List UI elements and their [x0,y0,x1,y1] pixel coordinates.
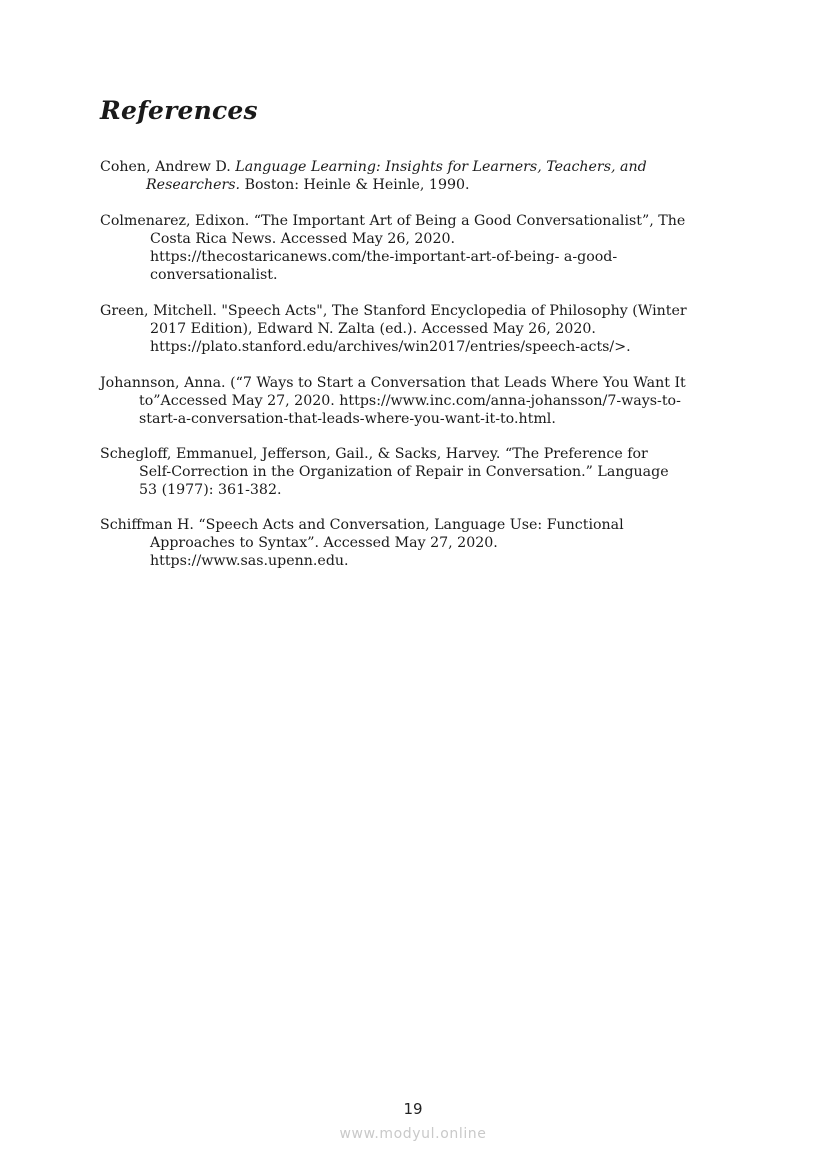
watermark: www.modyul.online [339,1126,487,1142]
page-title: References [100,96,258,125]
reference-publisher: Boston: Heinle & Heinle, 1990. [240,177,470,193]
reference-schegloff [100,445,669,499]
reference-url[interactable]: https://www.sas.upenn.edu. [150,553,349,569]
reference-line: Colmenarez, Edixon. “The Important Art of Being a Good Conversationalist”, The [100,213,686,229]
reference-book-title: Researchers. [146,177,241,193]
reference-line: Self-Correction in the Organization of Repair in Conversation.” Language [139,464,669,480]
reference-schiffman [100,516,624,570]
reference-author: Cohen, Andrew D. [100,159,236,175]
reference-green [100,302,687,356]
reference-url[interactable]: https://plato.stanford.edu/archives/win2017/entries/speech-acts/>. [150,339,631,355]
reference-url[interactable]: to”Accessed May 27, 2020. https://www.inc.com/anna-johansson/7-ways-to- [139,393,681,409]
reference-url[interactable]: start-a-conversation-that-leads-where-you-want-it-to.html. [139,411,556,427]
page-number: 19 [403,1100,423,1118]
reference-line [100,176,647,194]
reference-colmenarez [100,212,685,284]
reference-line: Costa Rica News. Accessed May 26, 2020. [150,231,456,247]
reference-johannson [100,374,686,428]
reference-line [100,158,647,176]
reference-line: Schiffman H. “Speech Acts and Conversation, Language Use: Functional [100,517,624,533]
reference-book-title: Language Learning: Insights for Learners, Teachers, and [235,159,647,175]
reference-line: Approaches to Syntax”. Accessed May 27, 2020. [150,535,498,551]
reference-line: 53 (1977): 361-382. [139,482,282,498]
reference-url[interactable]: https://thecostaricanews.com/the-important-art-of-being- a-good- [150,249,618,265]
reference-line: Green, Mitchell. "Speech Acts", The Stanford Encyclopedia of Philosophy (Winter [100,303,687,319]
reference-cohen [100,158,647,194]
reference-line: Schegloff, Emmanuel, Jefferson, Gail., & Sacks, Harvey. “The Preference for [100,446,648,462]
reference-line: Johannson, Anna. (“7 Ways to Start a Conversation that Leads Where You Want It [100,375,686,391]
reference-url[interactable]: conversationalist. [150,267,278,283]
reference-line: 2017 Edition), Edward N. Zalta (ed.). Accessed May 26, 2020. [150,321,596,337]
